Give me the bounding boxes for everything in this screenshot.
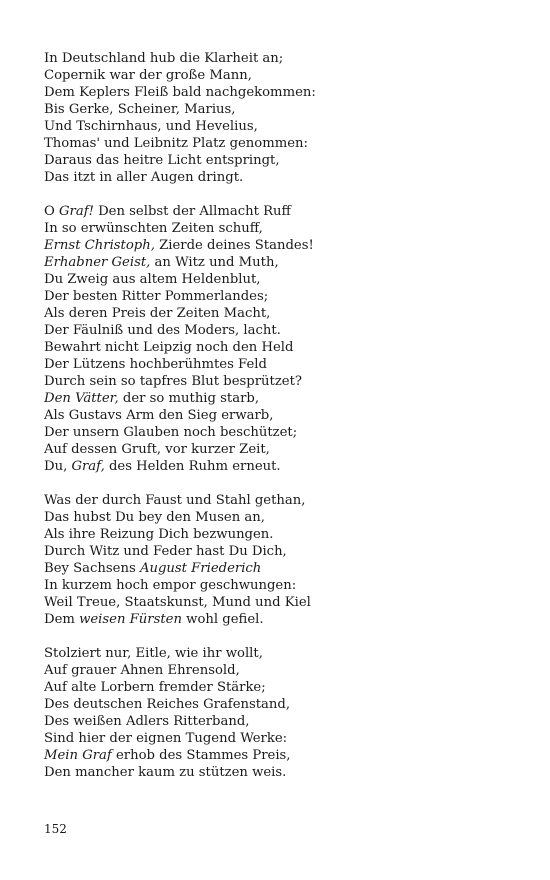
poem-body	[44, 50, 524, 798]
poem-line	[44, 169, 524, 186]
line-text: O	[44, 204, 60, 219]
line-text: Dem	[44, 612, 80, 627]
poem-line	[44, 220, 524, 237]
italic-text: Erhabner Geist,	[44, 255, 151, 270]
poem-line	[44, 305, 524, 322]
line-text: Durch sein so tapfres Blut besprützet?	[44, 374, 302, 389]
line-text: Des deutschen Reiches Grafenstand,	[44, 697, 291, 712]
page-number: 152	[44, 822, 67, 836]
poem-line	[44, 390, 524, 407]
poem-line	[44, 594, 524, 611]
line-text: an Witz und Muth,	[150, 255, 279, 270]
poem-line	[44, 458, 524, 475]
line-text: Weil Treue, Staatskunst, Mund und Kiel	[44, 595, 311, 610]
poem-line	[44, 662, 524, 679]
poem-line	[44, 67, 524, 84]
line-text: Des weißen Adlers Ritterband,	[44, 714, 250, 729]
poem-line	[44, 254, 524, 271]
line-text: Der besten Ritter Pommerlandes;	[44, 289, 269, 304]
line-text: In so erwünschten Zeiten schuff,	[44, 221, 263, 236]
poem-line	[44, 543, 524, 560]
italic-text: Mein Graf	[44, 748, 112, 763]
poem-line	[44, 492, 524, 509]
poem-line	[44, 84, 524, 101]
line-text: Copernik war der große Mann,	[44, 68, 252, 83]
line-text: Sind hier der eignen Tugend Werke:	[44, 731, 288, 746]
poem-line	[44, 560, 524, 577]
line-text: Bey Sachsens	[44, 561, 140, 576]
italic-text: August Friederich	[139, 561, 262, 576]
italic-text: weisen Fürsten	[79, 612, 182, 627]
line-text: Zierde deines Standes!	[154, 238, 314, 253]
line-text: Daraus das heitre Licht entspringt,	[44, 153, 280, 168]
line-text: In Deutschland hub die Klarheit an;	[44, 51, 284, 66]
line-text: Du Zweig aus altem Heldenblut,	[44, 272, 261, 287]
poem-line	[44, 288, 524, 305]
poem-line	[44, 271, 524, 288]
italic-text: Ernst Christoph,	[44, 238, 155, 253]
stanza	[44, 203, 524, 475]
poem-line	[44, 713, 524, 730]
line-text: Auf grauer Ahnen Ehrensold,	[44, 663, 240, 678]
poem-line	[44, 50, 524, 67]
line-text: In kurzem hoch empor geschwungen:	[44, 578, 297, 593]
line-text: Den mancher kaum zu stützen weis.	[44, 765, 287, 780]
line-text: Auf alte Lorbern fremder Stärke;	[44, 680, 266, 695]
line-text: Thomas' und Leibnitz Platz genommen:	[44, 136, 308, 151]
poem-line	[44, 203, 524, 220]
poem-line	[44, 747, 524, 764]
line-text: Als Gustavs Arm den Sieg erwarb,	[44, 408, 274, 423]
poem-line	[44, 237, 524, 254]
line-text: Der unsern Glauben noch beschützet;	[44, 425, 298, 440]
line-text: Bewahrt nicht Leipzig noch den Held	[44, 340, 294, 355]
line-text: Durch Witz und Feder hast Du Dich,	[44, 544, 287, 559]
poem-line	[44, 730, 524, 747]
poem-line	[44, 509, 524, 526]
line-text: Der Lützens hochberühmtes Feld	[44, 357, 267, 372]
italic-text: Graf,	[71, 459, 105, 474]
poem-line	[44, 526, 524, 543]
poem-line	[44, 118, 524, 135]
line-text: des Helden Ruhm erneut.	[104, 459, 281, 474]
stanza	[44, 492, 524, 628]
line-text: Den selbst der Allmacht Ruff	[93, 204, 291, 219]
poem-line	[44, 373, 524, 390]
poem-line	[44, 135, 524, 152]
line-text: Was der durch Faust und Stahl gethan,	[44, 493, 306, 508]
poem-line	[44, 679, 524, 696]
poem-line	[44, 645, 524, 662]
line-text: Als deren Preis der Zeiten Macht,	[44, 306, 271, 321]
stanza	[44, 50, 524, 186]
poem-line	[44, 322, 524, 339]
poem-line	[44, 339, 524, 356]
line-text: Der Fäulniß und des Moders, lacht.	[44, 323, 281, 338]
poem-line	[44, 577, 524, 594]
poem-line	[44, 356, 524, 373]
line-text: Das itzt in aller Augen dringt.	[44, 170, 244, 185]
poem-line	[44, 696, 524, 713]
line-text: Auf dessen Gruft, vor kurzer Zeit,	[44, 442, 270, 457]
poem-line	[44, 152, 524, 169]
line-text: Und Tschirnhaus, und Hevelius,	[44, 119, 258, 134]
line-text: wohl gefiel.	[181, 612, 264, 627]
poem-line	[44, 101, 524, 118]
poem-line	[44, 441, 524, 458]
italic-text: Den Vätter,	[44, 391, 119, 406]
line-text: Als ihre Reizung Dich bezwungen.	[44, 527, 274, 542]
poem-line	[44, 764, 524, 781]
poem-line	[44, 424, 524, 441]
line-text: Das hubst Du bey den Musen an,	[44, 510, 265, 525]
line-text: der so muthig starb,	[118, 391, 260, 406]
line-text: erhob des Stammes Preis,	[111, 748, 291, 763]
stanza	[44, 645, 524, 781]
poem-line	[44, 407, 524, 424]
line-text: Bis Gerke, Scheiner, Marius,	[44, 102, 236, 117]
italic-text: Graf!	[59, 204, 94, 219]
line-text: Stolziert nur, Eitle, wie ihr wollt,	[44, 646, 263, 661]
line-text: Dem Keplers Fleiß bald nachgekommen:	[44, 85, 316, 100]
line-text: Du,	[44, 459, 72, 474]
poem-line	[44, 611, 524, 628]
